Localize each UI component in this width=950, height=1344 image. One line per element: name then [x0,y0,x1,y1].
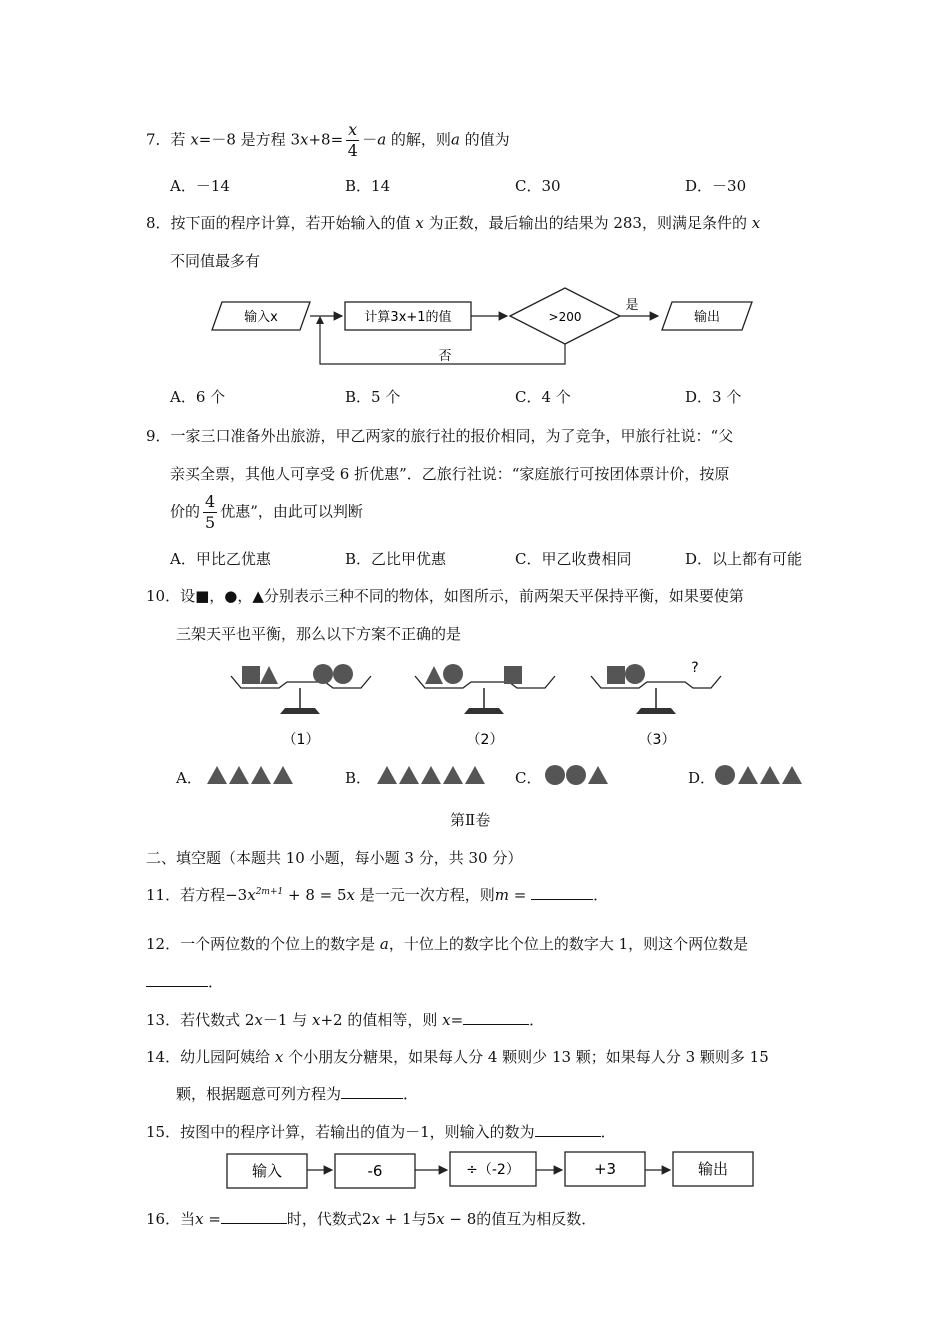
q15-flowchart [224,1148,756,1192]
q12-text: ，十位上的数字比个位上的数字大 1，则这个两位数是 [388,935,749,953]
flow-box-label: ÷（-2） [466,1162,520,1178]
var-x: x [442,1011,451,1029]
triangle-shape [207,766,227,784]
q13-line [146,1009,544,1030]
flow-yes-label: 是 [625,298,639,313]
triangle-shape [782,766,802,784]
q8-option-d: D．3 个 [685,388,742,406]
q10-option-b-shapes [375,762,489,788]
triangle-shape [465,766,485,784]
var-x: x [300,130,309,149]
square-shape [607,666,625,684]
flow-box-label: +3 [593,1160,617,1178]
frac-numerator: x [348,120,358,139]
balance-label-2: （2） [466,732,504,748]
q7-text: 的值为 [459,130,510,149]
q10-line1: 10．设■，●，▲分别表示三种不同的物体，如图所示，前两架天平保持平衡，如果要使第 [146,587,744,605]
frac-denominator: 4 [347,141,358,160]
q9-option-c: C．甲乙收费相同 [515,550,632,568]
balance-2 [415,664,555,748]
q10-option-a-shapes [205,762,299,788]
square-shape [242,666,260,684]
q8-option-c: C．4 个 [515,388,571,406]
q13-text: －1 与 [262,1011,312,1029]
q16-math: − 8 [444,1210,477,1228]
triangle-shape [399,766,419,784]
answer-blank[interactable] [531,899,593,900]
var-x: x [415,214,424,232]
frac-numerator: 4 [205,492,216,511]
var-x: x [190,130,199,149]
triangle-shape [760,766,780,784]
triangle-shape [588,766,608,784]
answer-blank[interactable] [341,1098,403,1099]
flow-condition-label: >200 [548,310,582,324]
answer-blank[interactable] [146,986,208,987]
q11-math: + 8 = 5 [283,886,347,904]
q16-text: 与 [411,1210,427,1228]
answer-blank[interactable] [221,1223,287,1224]
var-x: x [195,1210,204,1228]
balance-label-1: （1） [282,732,320,748]
q7-fraction [346,122,359,159]
answer-blank[interactable] [535,1136,601,1137]
q7-text: =－8 是方程 3 [198,130,300,149]
q16-math: 2 [361,1210,372,1228]
q11-exponent: 2m+1 [255,887,284,897]
q7-option-a: A．－14 [170,177,230,195]
q7-option-c: C．30 [515,177,561,195]
flow-output-label: 输出 [693,310,721,325]
q13-text: 13．若代数式 2 [146,1011,255,1029]
q9-option-a: A．甲比乙优惠 [170,550,271,568]
q14-line1 [146,1046,769,1067]
balance-3 [591,660,721,748]
flow-box-label: 输出 [697,1160,729,1178]
circle-shape [625,664,645,684]
triangle-shape [273,766,293,784]
q14-line2 [176,1083,418,1104]
q9-text: 优惠”，由此可以判断 [220,502,363,521]
balance-label-3: （3） [638,732,676,748]
q13-text: +2 的值相等，则 [320,1011,443,1029]
square-shape [504,666,522,684]
triangle-shape [377,766,397,784]
triangle-shape [425,666,443,684]
var-a: a [450,130,460,149]
q11-math: −3 [225,886,248,904]
q16-math: + 1 [379,1210,412,1228]
q10-option-c-label: C． [515,769,542,787]
q10-line2: 三架天平也平衡，那么以下方案不正确的是 [176,625,462,643]
q7-number: 7．若 [146,130,186,149]
answer-blank[interactable] [463,1024,529,1025]
q15-line [146,1121,616,1142]
var-x: x [254,1011,263,1029]
q11-text: = [509,886,532,904]
q16-text: = [203,1210,221,1228]
var-m: m [494,886,509,904]
triangle-shape [738,766,758,784]
triangle-shape [421,766,441,784]
q12-text: 12．一个两位数的个位上的数字是 [146,935,380,953]
q7-text: － [362,130,378,149]
var-x: x [346,886,355,904]
q8-line2: 不同值最多有 [170,252,261,270]
triangle-shape [443,766,463,784]
triangle-shape [260,666,278,684]
q10-option-d-label: D． [688,769,716,787]
q16-text: 16．当 [146,1210,196,1228]
q12-line1 [146,933,748,954]
triangle-shape [251,766,271,784]
q14-text: ． [403,1085,419,1103]
var-x: x [436,1210,445,1228]
circle-shape [715,765,735,785]
circle-shape [333,664,353,684]
q10-option-d-shapes [713,762,807,788]
q9-fraction [203,494,217,531]
q10-option-a-label: A． [176,769,202,787]
circle-shape [566,765,586,785]
q7-text: 的解，则 [386,130,451,149]
q9-option-b: B．乙比甲优惠 [345,550,447,568]
q14-text: 颗，根据题意可列方程为 [176,1085,342,1103]
q11-text: 是一元一次方程，则 [354,886,495,904]
q13-text: = [450,1011,464,1029]
flow-loop-arrowhead [316,316,324,324]
question-mark: ? [691,660,699,676]
var-x: x [274,1048,284,1066]
q10-option-b-label: B． [345,769,372,787]
var-x: x [751,214,761,232]
q16-text: 时，代数式 [286,1210,362,1228]
q15-text: ． [600,1123,616,1141]
flow-no-label: 否 [438,349,452,364]
q8-line1 [146,212,760,233]
var-a: a [379,935,389,953]
circle-shape [313,664,333,684]
balance-base [464,708,504,714]
section-title: 第Ⅱ卷 [450,811,491,829]
var-a: a [377,130,387,149]
q7-option-b: B．14 [345,177,391,195]
q8-text: 为正数，最后输出的结果为 283，则满足条件的 [423,214,752,232]
q7-option-d: D．－30 [685,177,747,195]
q7-stem [146,122,510,159]
q10-option-c-shapes [543,762,615,788]
q15-text: 15．按图中的程序计算，若输出的值为－1，则输入的数为 [146,1123,535,1141]
q16-text: 的值互为相反数． [476,1210,597,1228]
q8-flowchart [210,284,765,370]
circle-shape [443,664,463,684]
q10-balance-figure [225,652,730,748]
var-x: x [371,1210,380,1228]
circle-shape [545,765,565,785]
var-x: x [311,1011,321,1029]
q8-text: 8．按下面的程序计算，若开始输入的值 [146,214,416,232]
q11-text: ． [593,886,609,904]
balance-1 [231,664,371,748]
q11-text: 11．若方程 [146,886,226,904]
q8-option-b: B．5 个 [345,388,401,406]
q9-option-d: D．以上都有可能 [685,550,803,568]
q8-option-a: A．6 个 [170,388,226,406]
flow-box-label: -6 [367,1162,383,1180]
q12-text: ． [208,973,224,991]
q12-line2 [146,971,223,992]
q14-text: 14．幼儿园阿姨给 [146,1048,275,1066]
triangle-shape [229,766,249,784]
flow-compute-label: 计算3x+1的值 [364,310,452,325]
q16-math: 5 [426,1210,437,1228]
q14-text: 个小朋友分糖果，如果每人分 4 颗则少 13 颗；如果每人分 3 颗则多 15 [283,1048,769,1066]
flow-box-label: 输入 [251,1162,283,1180]
balance-base [636,708,676,714]
section-heading: 二、填空题（本题共 10 小题，每小题 3 分，共 30 分） [146,849,523,867]
q7-text: +8= [308,130,344,149]
frac-denominator: 5 [205,513,216,532]
q11-line [146,884,608,905]
balance-base [280,708,320,714]
q16-line [146,1208,596,1229]
q9-line2: 亲买全票，其他人可享受 6 折优惠”．乙旅行社说：“家庭旅行可按团体票计价，按原 [170,465,730,483]
q9-line3 [170,494,363,531]
var-x: x [247,886,256,904]
q9-line1: 9．一家三口准备外出旅游，甲乙两家的旅行社的报价相同，为了竞争，甲旅行社说：“父 [146,427,734,445]
flow-input-label: 输入x [244,310,278,325]
q13-text: ． [529,1011,545,1029]
q9-text: 价的 [170,502,201,521]
